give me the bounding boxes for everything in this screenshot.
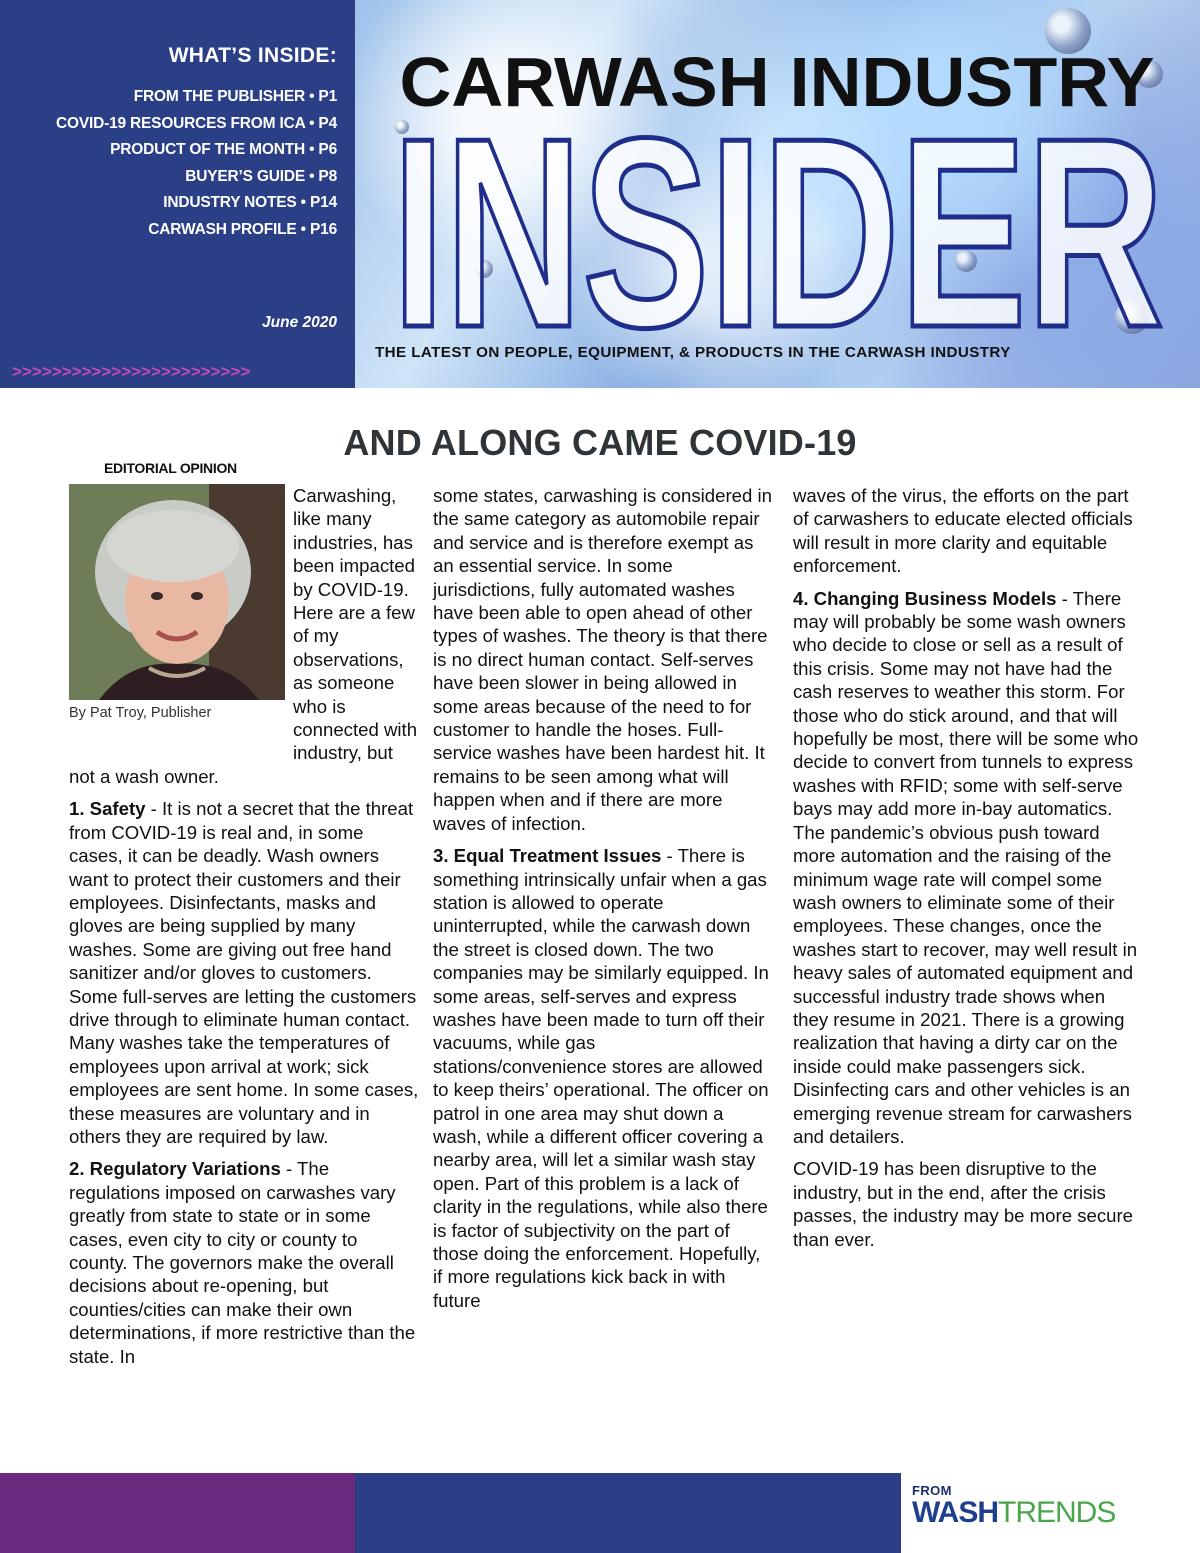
article-paragraph [793, 1157, 1145, 1251]
footer-bar-purple [0, 1473, 355, 1553]
photo-spacer [69, 484, 293, 746]
section-body: - The regulations imposed on carwashes vary greatly from state to state or in some cases, even city to city or county to county. The governors make the overall decisions about re-opening, but counties/cities can make their own determinations, if more restrictive than the state. In [69, 1158, 416, 1367]
section-heading: 2. Regulatory Variations [69, 1158, 281, 1180]
logo-wash: WASH [912, 1496, 998, 1529]
article-paragraph [69, 1157, 421, 1368]
article-column-1 [69, 484, 421, 1377]
article-paragraph [69, 797, 421, 1148]
toc-title: WHAT’S INSIDE: [168, 44, 337, 67]
masthead-title-main: INSIDER [392, 83, 1164, 384]
footer-from-label: FROM [912, 1483, 952, 1498]
issue-date: June 2020 [262, 314, 337, 331]
section-body: - It is not a secret that the threat from COVID-19 is real and, in some cases, it can be deadly. Wash owners want to protect their customers and their employees. Disinfectants, masks and gloves are being supplied by many washes. Some are giving out free hand sanitizer and/or gloves to customers. Some full-serves are letting the customers drive through to eliminate human contact. Many washes take the temperatures of employees upon arrival at work; sick employees are sent home. In some cases, these measures are voluntary and in others they are required by law. [69, 798, 419, 1147]
article-column-2 [433, 484, 773, 1321]
section-body: - There is something intrinsically unfair when a gas station is allowed to operate uninterrupted, while the carwash down the street is closed down. The two companies may be similarly equipped. In some areas, self-serves and express washes have been made to turn off their vacuums, while gas stations/convenience stores are allowed to keep theirs’ operational. The officer on patrol in one area may shut down a wash, while a different officer covering a nearby area, will let a similar wash stay open. Part of this problem is a lack of clarity in the regulations, while also there is factor of subjectivity on the part of those doing the enforcement. Hopefully, if more regulations kick back in with future [433, 845, 769, 1311]
article-column-3 [793, 484, 1145, 1260]
article-paragraph [793, 587, 1145, 1149]
masthead [0, 0, 1200, 388]
article-paragraph [793, 484, 1145, 578]
closing-text: COVID-19 has been disruptive to the industry, but in the end, after the crisis passes, the industry may be more secure than ever. [793, 1158, 1134, 1250]
toc-list [56, 84, 337, 244]
paragraph-text: some states, carwashing is considered in the same category as automobile repair and service and is therefore exempt as an essential service. In some jurisdictions, fully automated washes have been able to open ahead of other types of washes. The theory is that there is no direct human contact. Self-serves have been slower in being allowed in some areas because of the need to for customer to handle the hoses. Full-service washes have been hardest hit. It remains to be seen among what will happen when and if there are more waves of infection. [433, 485, 772, 834]
photo-caption: By Pat Troy, Publisher [69, 705, 212, 721]
article-headline: AND ALONG CAME COVID-19 [343, 422, 857, 463]
footer-bar-blue [355, 1473, 901, 1553]
section-heading: 3. Equal Treatment Issues [433, 845, 662, 867]
intro-text: Carwashing, like many industries, has been impacted by COVID-19. Here are a few of my observations, as someone who is connected with industry, but not a wash owner. [69, 485, 418, 787]
logo-trends: TRENDS [998, 1496, 1116, 1529]
toc-item[interactable]: INDUSTRY NOTES • P14 [163, 194, 337, 212]
chevron-divider: >>>>>>>>>>>>>>>>>>>>>>>> [12, 362, 251, 381]
masthead-title-top: CARWASH INDUSTRY [399, 43, 1155, 121]
section-heading: 4. Changing Business Models [793, 587, 1057, 609]
toc-item[interactable]: PRODUCT OF THE MONTH • P6 [110, 141, 337, 159]
paragraph-text: waves of the virus, the efforts on the part of carwashers to educate elected officials will result in more clarity and equitable enforcement. [793, 485, 1133, 577]
masthead-tagline: THE LATEST ON PEOPLE, EQUIPMENT, & PRODUCTS IN THE CARWASH INDUSTRY [375, 344, 1011, 361]
masthead-banner [355, 0, 1200, 388]
footer-brand[interactable] [912, 1483, 1115, 1528]
toc-item[interactable]: FROM THE PUBLISHER • P1 [133, 88, 337, 105]
table-of-contents [0, 0, 355, 388]
masthead-title-art [355, 0, 1200, 388]
article-paragraph [433, 484, 773, 835]
washtrends-logo [912, 1498, 1115, 1528]
section-body: - There may will probably be some wash owners who decide to close or sell as a result of this crisis. Some may not have had the cash reserves to weather this storm. For those who do stick around, and that will hopefully be most, there will be some who decide to convert from tunnels to express washes with RFID; some with self-serve bays may add more in-bay automatics. The pandemic’s obvious push toward more automation and the raising of the minimum wage rate will compel some wash owners to eliminate some of their employees. These changes, once the washes start to recover, may well result in heavy sales of automated equipment and successful industry trade shows when they resume in 2021. There is a growing realization that having a dirty car on the inside could make passengers sick. Disinfecting cars and other vehicles is an emerging revenue stream for carwashers and detailers. [793, 587, 1139, 1147]
toc-item[interactable]: BUYER’S GUIDE • P8 [185, 167, 337, 185]
article-paragraph [433, 844, 773, 1312]
toc-item[interactable]: CARWASH PROFILE • P16 [148, 220, 337, 238]
section-heading: 1. Safety [69, 798, 146, 820]
editorial-kicker: EDITORIAL OPINION [104, 460, 237, 476]
toc-item[interactable]: COVID-19 RESOURCES FROM ICA • P4 [56, 114, 337, 132]
